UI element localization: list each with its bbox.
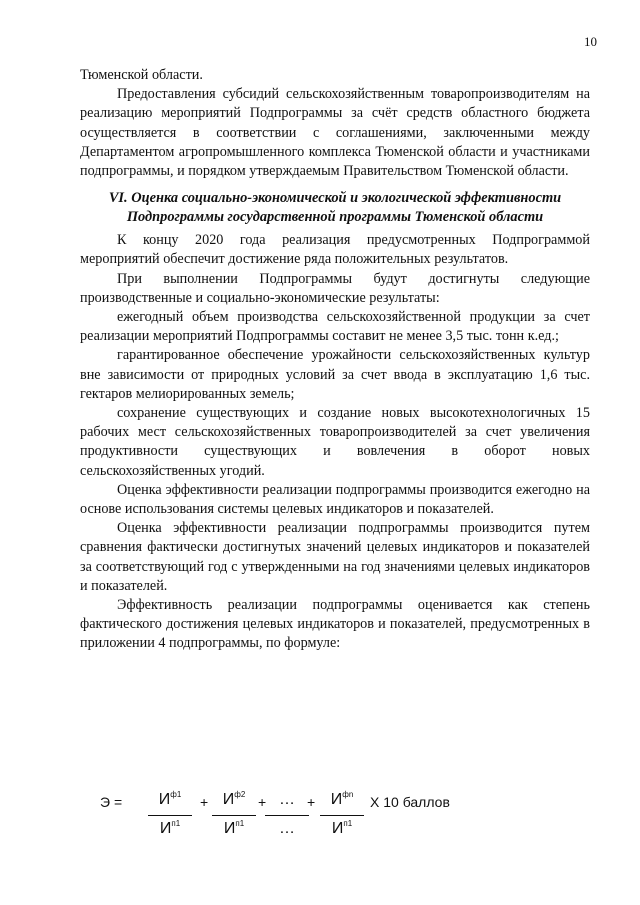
fraction-denominator: $И^{п1}$ (159, 819, 181, 837)
fraction-bar (212, 815, 256, 816)
paragraph: К концу 2020 года реализация предусмотренных Подпрограммой мероприятий обеспечит достижение ряда положительных результатов. (80, 232, 590, 268)
fraction-denominator: $И^{п1}$ (223, 819, 245, 837)
body-text (80, 66, 590, 654)
fraction-numerator: $И^{ф1}$ (158, 790, 182, 808)
paragraph: ежегодный объем производства сельскохозяйственной продукции за счет реализации мероприятий Подпрограммы составит не менее 3,5 тыс. тонн к.ед.; (80, 309, 590, 345)
formula-rhs: Х 10 баллов (370, 794, 450, 810)
paragraph: Оценка эффективности реализации подпрограммы производится ежегодно на основе использования системы целевых индикаторов и показателей. (80, 481, 590, 518)
paragraph: сохранение существующих и создание новых высокотехнологичных 15 рабочих мест сельскохозяйственных товаропроизводителей за счет увеличения продуктивности существующих и вовлечения в оборот новых сельскохозяйственных угодий. (80, 405, 590, 479)
efficiency-formula (100, 786, 500, 856)
paragraph: гарантированное обеспечение урожайности сельскохозяйственных культур вне зависимости от природных условий за счет ввода в эксплуатацию 1,6 тыс. гектаров мелиорированных земель; (80, 347, 590, 402)
paragraph: Эффективность реализации подпрограммы оценивается как степень фактического достижения целевых индикаторов и показателей, предусмотренных в приложении 4 подпрограммы, по формуле: (80, 597, 590, 652)
fraction-bar (265, 815, 309, 816)
formula-fraction (212, 786, 256, 848)
fraction-denominator: … (279, 820, 295, 837)
formula-fraction (320, 786, 364, 848)
fraction-bar (320, 815, 364, 816)
fraction-numerator: $И^{ф2}$ (222, 790, 246, 808)
section-heading: VI. Оценка социально-экономической и экологической эффективности Подпрограммы государственной программы Тюменской области (108, 190, 562, 226)
paragraph: Тюменской области. (80, 67, 203, 83)
formula-lhs: Э = (100, 794, 123, 810)
paragraph: Предоставления субсидий сельскохозяйственным товаропроизводителям на реализацию мероприятий Подпрограммы за счёт средств областного бюджета осуществляется в соответствии с соглашениями, заключенными между Департаментом агропромышленного комплекса Тюменской области и участниками подпрограммы, и порядком утверждаемым Правительством Тюменской области. (80, 86, 590, 180)
fraction-numerator: $И^{фn}$ (330, 790, 354, 808)
plus-sign: + (258, 794, 267, 810)
fraction-denominator: $И^{п1}$ (331, 819, 353, 837)
paragraph: При выполнении Подпрограммы будут достигнуты следующие производственные и социально-экономические результаты: (80, 270, 590, 306)
plus-sign: + (307, 794, 316, 810)
page-number: 10 (584, 34, 597, 49)
formula-fraction (265, 786, 309, 848)
plus-sign: + (200, 794, 209, 810)
formula-fraction (148, 786, 192, 848)
paragraph: Оценка эффективности реализации подпрограммы производится путем сравнения фактически достигнутых значений целевых индикаторов и показателей за соответствующий год с утвержденными на год значениями целевых индикаторов и показателей. (80, 520, 590, 594)
fraction-numerator: … (279, 791, 295, 808)
fraction-bar (148, 815, 192, 816)
